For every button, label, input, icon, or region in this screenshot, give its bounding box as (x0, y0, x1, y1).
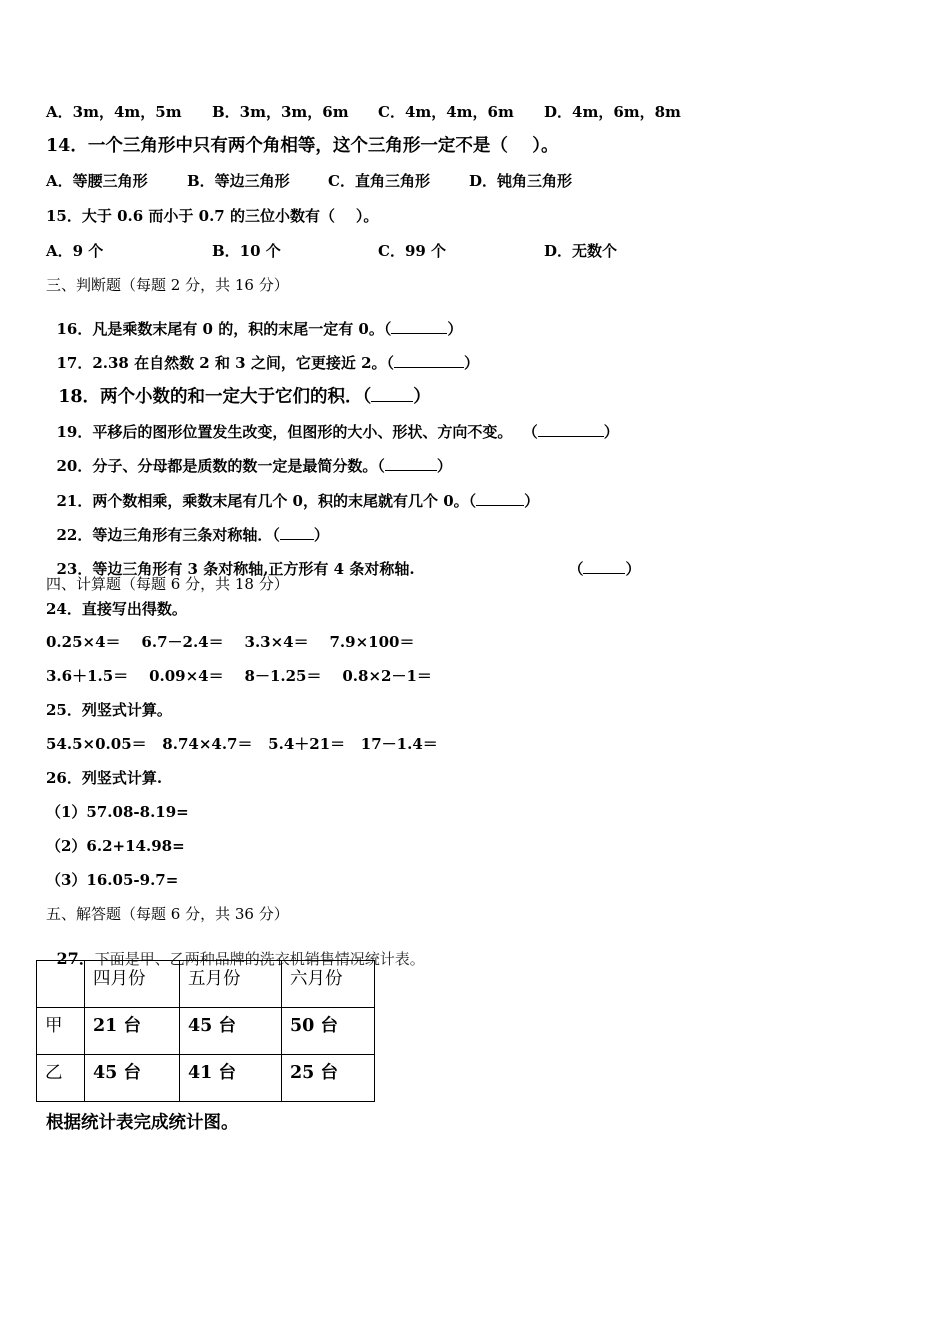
q21-end: ） (524, 492, 540, 510)
table-header-april: 四月份 (85, 961, 180, 1008)
q17-blank[interactable] (394, 353, 464, 368)
q16-end: ） (447, 320, 463, 338)
q19-text: 19．平移后的图形位置发生改变，但图形的大小、形状、方向不变。 （ (56, 423, 538, 441)
q17-text: 17．2.38 在自然数 2 和 3 之间，它更接近 2。（ (56, 354, 395, 372)
q23-blank[interactable] (583, 559, 625, 574)
q23 (46, 539, 415, 579)
q26-stem: 26．列竖式计算. (46, 769, 163, 787)
sales-table (36, 960, 375, 1102)
q14-option-c: C．直角三角形 (328, 172, 430, 190)
q23-answer (558, 539, 640, 579)
q20-end: ） (436, 457, 452, 475)
q19-end: ） (603, 423, 619, 441)
q15-stem: 15．大于 0.6 而小于 0.7 的三位小数有（ ）。 (46, 207, 379, 225)
q13-option-a: A．3m，4m，5m (46, 103, 182, 121)
table-cell: 25 台 (282, 1055, 375, 1102)
q19-blank[interactable] (538, 422, 604, 437)
table-cell: 41 台 (180, 1055, 282, 1102)
q13-option-c: C．4m，4m，6m (378, 103, 514, 121)
q26-item-1: （1）57.08-8.19= (46, 803, 189, 821)
q24-row-2: 3.6＋1.5＝ 0.09×4＝ 8－1.25＝ 0.8×2－1＝ (46, 667, 432, 685)
table-cell: 50 台 (282, 1008, 375, 1055)
table-cell (37, 961, 85, 1008)
q17-end: ） (464, 354, 480, 372)
q23-end: ） (625, 560, 641, 578)
q27-after: 根据统计表完成统计图。 (46, 1113, 239, 1133)
table-row (37, 1055, 375, 1102)
section-4-title: 四、计算题（每题 6 分，共 18 分） (46, 575, 289, 593)
q23-text: 23．等边三角形有 3 条对称轴,正方形有 4 条对称轴. (56, 560, 415, 578)
section-5-title: 五、解答题（每题 6 分，共 36 分） (46, 905, 289, 923)
q23-paren: （ (568, 560, 584, 578)
q16-text: 16．凡是乘数末尾有 0 的，积的末尾一定有 0。（ (56, 320, 392, 338)
q13-option-b: B．3m，3m，6m (212, 103, 349, 121)
table-header-june: 六月份 (282, 961, 375, 1008)
q22-end: ） (313, 526, 329, 544)
q14-stem: 14．一个三角形中只有两个角相等，这个三角形一定不是（ ）。 (46, 136, 559, 156)
q13-option-d: D．4m，6m，8m (544, 103, 681, 121)
table-cell: 45 台 (180, 1008, 282, 1055)
q27-stem: 下面是甲、乙两种品牌的洗衣机销售情况统计表。 (94, 950, 425, 968)
q14-option-a: A．等腰三角形 (46, 172, 148, 190)
q18-text: 18．两个小数的和一定大于它们的积．（ (58, 387, 372, 407)
q15-option-a: A．9 个 (46, 242, 104, 260)
table-cell: 45 台 (85, 1055, 180, 1102)
q25-row: 54.5×0.05＝ 8.74×4.7＝ 5.4＋21＝ 17－1.4＝ (46, 735, 438, 753)
q14-option-b: B．等边三角形 (187, 172, 290, 190)
q27-number: 27． (56, 949, 95, 968)
table-row (37, 1008, 375, 1055)
q15-option-d: D．无数个 (544, 242, 618, 260)
q25-stem: 25．列竖式计算。 (46, 701, 172, 719)
q18-end: ） (413, 387, 431, 407)
q22-text: 22．等边三角形有三条对称轴．（ (56, 526, 280, 544)
table-cell: 21 台 (85, 1008, 180, 1055)
q24-stem: 24．直接写出得数。 (46, 600, 187, 618)
q20 (46, 436, 452, 476)
q18 (46, 367, 431, 407)
section-3-title: 三、判断题（每题 2 分，共 16 分） (46, 276, 289, 294)
q20-text: 20．分子、分母都是质数的数一定是最简分数。（ (56, 457, 385, 475)
q26-item-3: （3）16.05-9.7= (46, 871, 179, 889)
q16-blank[interactable] (391, 319, 447, 334)
q15-option-c: C．99 个 (378, 242, 447, 260)
table-row-label: 乙 (37, 1055, 85, 1102)
q26-item-2: （2）6.2+14.98= (46, 837, 185, 855)
q20-blank[interactable] (385, 456, 437, 471)
table-row-label: 甲 (37, 1008, 85, 1055)
q21-text: 21．两个数相乘，乘数末尾有几个 0，积的末尾就有几个 0。（ (56, 492, 477, 510)
q15-option-b: B．10 个 (212, 242, 281, 260)
q24-row-1: 0.25×4＝ 6.7－2.4＝ 3.3×4＝ 7.9×100＝ (46, 633, 415, 651)
q14-option-d: D．钝角三角形 (469, 172, 573, 190)
table-header-row (37, 961, 375, 1008)
table-header-may: 五月份 (180, 961, 282, 1008)
q18-blank[interactable] (371, 387, 413, 402)
q21-blank[interactable] (476, 491, 524, 506)
q22-blank[interactable] (280, 525, 314, 540)
